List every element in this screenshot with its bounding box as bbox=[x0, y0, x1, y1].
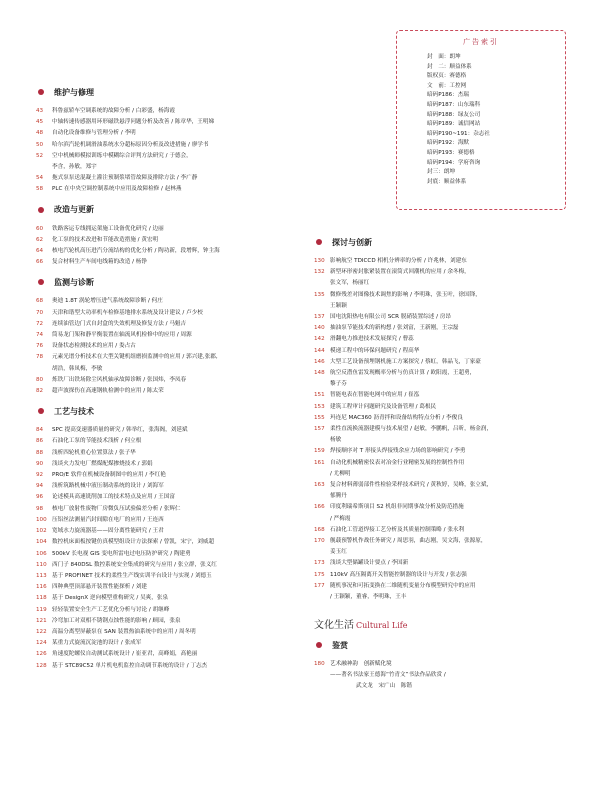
toc-entry[interactable] bbox=[36, 184, 308, 195]
left-column bbox=[36, 78, 308, 678]
toc-entry[interactable] bbox=[314, 570, 584, 581]
entry-text: 复合材料薄弱部件性检验采样技术研究 / 黄秋婷，吴峰，张立斌， bbox=[330, 482, 493, 489]
page-number: 80 bbox=[36, 376, 44, 383]
entry-text: 基于 STC89C52 单片机电机监控自动调节系统的设计 / 丁志杰 bbox=[52, 662, 208, 669]
entry-text: 基于 DesignX 逆向模型重构研究 / 吴爽，张泉 bbox=[52, 595, 169, 602]
entry-continuation: 黎子芬 bbox=[330, 381, 347, 388]
entry-text: 冷弯加工对双相不锈钢点蚀性能的影响 / 顾园，张泉 bbox=[52, 617, 181, 624]
toc-entry[interactable] bbox=[314, 581, 584, 592]
entry-text: 浅谈火力发电厂燃煤配煤掺烧技术 / 郭娟 bbox=[52, 460, 153, 467]
page-number: 122 bbox=[36, 628, 47, 635]
toc-entry[interactable] bbox=[36, 235, 308, 246]
entry-continuation: 胡浩，韩凤梅，李敏 bbox=[52, 365, 103, 372]
toc-entry[interactable] bbox=[314, 256, 584, 267]
toc-entry[interactable] bbox=[36, 106, 308, 117]
page-number: 78 bbox=[36, 354, 44, 361]
page-number: 153 bbox=[314, 403, 325, 410]
ad-index-row: 暗码P189：诚信网站 bbox=[427, 121, 481, 128]
toc-entry[interactable] bbox=[36, 352, 308, 363]
page-number: 96 bbox=[36, 494, 44, 501]
ad-index-row: 封底：顺益体系 bbox=[427, 178, 467, 185]
page-number: 86 bbox=[36, 438, 44, 445]
ad-index-row: 暗码P190~191：杂志社 bbox=[427, 130, 490, 137]
toc-entry[interactable] bbox=[314, 413, 584, 424]
page-number: 159 bbox=[314, 448, 325, 455]
section-title: 改造与更新 bbox=[54, 205, 94, 215]
entry-text: PRO/E 软件在机械设备制图中的应用 / 李红艳 bbox=[52, 472, 166, 479]
page-number: 180 bbox=[314, 661, 325, 667]
page-number: 106 bbox=[36, 550, 47, 557]
entry-text: 科鲁兹轿车空调系统的故障分析 / 白彩盛，杨海霞 bbox=[52, 108, 175, 114]
toc-section bbox=[36, 403, 308, 671]
page-number: 161 bbox=[314, 459, 325, 466]
ad-index-title: 广告索引 bbox=[463, 38, 499, 46]
toc-entry[interactable] bbox=[36, 560, 308, 571]
toc-entry[interactable] bbox=[314, 323, 584, 334]
entry-text: 石油化工泵的节能技术浅析 / 何立根 bbox=[52, 438, 142, 445]
entry-continuation: 李含，孙敏，郑宇 bbox=[52, 164, 97, 171]
entry-text: 高温分离型屏蔽泵在 SAN 装置热油系统中的应用 / 周冬明 bbox=[52, 628, 196, 635]
entry-text: 110kV 高压隔离开关智能控制器的设计与开发 / 张志强 bbox=[330, 571, 467, 578]
page-number: 88 bbox=[36, 449, 44, 456]
toc-section bbox=[314, 234, 584, 603]
toc-entry[interactable] bbox=[314, 390, 584, 401]
entry-text: 国电沈阳热电有限公司 SCR 脱硝装置综述 / 房昂 bbox=[330, 314, 452, 321]
toc-section bbox=[36, 84, 308, 196]
page-number: 102 bbox=[36, 528, 47, 535]
toc-entry[interactable] bbox=[314, 558, 584, 569]
page-number: 126 bbox=[36, 651, 47, 658]
ad-index-box bbox=[396, 30, 566, 210]
entry-text: 滑翻电力推进技术发展探究 / 曹蕊 bbox=[330, 336, 414, 343]
toc-entry[interactable] bbox=[36, 436, 308, 447]
toc-entry[interactable] bbox=[36, 549, 308, 560]
entry-text: 复合材料生产车间电线箱的改造 / 杨铮 bbox=[52, 259, 147, 266]
entry-continuation: 姜玉红 bbox=[330, 549, 347, 556]
page-number: 151 bbox=[314, 392, 325, 399]
toc-entry[interactable] bbox=[36, 481, 308, 492]
bullet-icon bbox=[316, 642, 322, 648]
entry-text: 智能电表在智能电网中的应用 / 崔泓 bbox=[330, 392, 420, 399]
page-number: 173 bbox=[314, 560, 325, 567]
toc-entry[interactable] bbox=[36, 308, 308, 319]
toc-entry[interactable] bbox=[36, 425, 308, 436]
bullet-icon bbox=[38, 279, 44, 285]
page-number: 50 bbox=[36, 141, 44, 148]
toc-entry[interactable] bbox=[314, 402, 584, 413]
toc-entry[interactable] bbox=[36, 470, 308, 481]
entry-text: 浅析四轮机重心位置算法 / 张子华 bbox=[52, 449, 136, 456]
entry-text: 超声波探伤在高速钢轨检测中的应用 / 陈太荣 bbox=[52, 388, 164, 395]
page-number: 52 bbox=[36, 152, 44, 159]
toc-entry[interactable] bbox=[314, 502, 584, 513]
entry-continuation: / 王颖颖，董睿，李明珠，王丰 bbox=[330, 594, 407, 601]
entry-text: 轻轻装置安全生产工艺优化分析与讨论 / 胡继峰 bbox=[52, 606, 170, 613]
entry-continuation: / 严梅霞 bbox=[330, 515, 351, 522]
entry-text: 四种典型顶部悬开装置性能探析 / 刘建 bbox=[52, 584, 147, 591]
toc-entry[interactable] bbox=[36, 593, 308, 604]
toc-entry[interactable] bbox=[314, 267, 584, 278]
page-number: 43 bbox=[36, 108, 44, 114]
page-number: 72 bbox=[36, 320, 44, 327]
page-number: 76 bbox=[36, 343, 44, 350]
toc-entry[interactable] bbox=[36, 649, 308, 660]
page-number: 148 bbox=[314, 370, 325, 377]
entry-text: 石油化工管道焊接工艺分析及其质量控制策略 / 张永利 bbox=[330, 526, 465, 533]
page-number: 92 bbox=[36, 472, 44, 479]
toc-entry[interactable] bbox=[36, 319, 308, 330]
page-number: 58 bbox=[36, 186, 44, 193]
bullet-icon bbox=[38, 408, 44, 414]
ad-index-row: 封三：朗坤 bbox=[427, 169, 455, 176]
entry-text: 中轴转速传感器用环形磁铁悬浮问题分析及改善 / 陈章华，王明娣 bbox=[52, 119, 215, 126]
entry-text: 宽域水力旋流器基——固分离性能研究 / 王君 bbox=[52, 528, 164, 535]
section-title: 监测与诊断 bbox=[54, 277, 94, 287]
ad-index-row: 暗码P194：学府咨询 bbox=[427, 159, 481, 166]
entry-text: 天津和谐型大功率机车检修基地排水系统及设计建议 / 卢少校 bbox=[52, 309, 203, 316]
toc-entry[interactable] bbox=[36, 224, 308, 235]
page-number: 177 bbox=[314, 582, 325, 589]
page-number: 70 bbox=[36, 309, 44, 316]
entry-text: 随机事况和可拓变换在二维随机变量分布模型研究中的应用 bbox=[330, 582, 476, 589]
entry-continuation: 郁腾丹 bbox=[330, 493, 347, 500]
toc-entry[interactable] bbox=[36, 504, 308, 515]
entry-text: 压铝丝法测量汽封间隙在电厂的应用 / 王连西 bbox=[52, 516, 164, 523]
toc-entry[interactable] bbox=[36, 151, 308, 162]
section-title: 探讨与创新 bbox=[332, 237, 372, 247]
section-title: 维护与修理 bbox=[54, 87, 94, 97]
entry-text: 论述模具高速铣削加工的技术特点及应用 / 王国富 bbox=[52, 494, 175, 501]
entry-text: 拖式泵泵送混凝土灌注预制浆堵管故障及排除方法 / 李广静 bbox=[52, 175, 198, 182]
toc-entry[interactable] bbox=[36, 128, 308, 139]
toc-entry[interactable] bbox=[36, 330, 308, 341]
entry-text: 炼铁厂出铁场除尘风机轴承故障诊断 / 张国炜，李凤春 bbox=[52, 376, 187, 383]
ad-index-row: 暗码P193：赛德格 bbox=[427, 149, 475, 156]
page-number: 54 bbox=[36, 175, 44, 182]
toc-entry[interactable] bbox=[36, 448, 308, 459]
page-number: 137 bbox=[314, 314, 325, 321]
toc-entry[interactable] bbox=[314, 424, 584, 435]
page-number: 119 bbox=[36, 606, 47, 613]
toc-entry[interactable] bbox=[314, 290, 584, 301]
entry-text: 哈尔滨汽轮机调滑油系统水分超标原因分析及改进措施 / 廖学书 bbox=[52, 141, 209, 148]
bullet-icon bbox=[38, 207, 44, 213]
entry-continuation: ——著名书法家王德海“竹青文”书法作品欣赏 / bbox=[330, 672, 446, 679]
ad-index-row: 暗码P187：山东瑞科 bbox=[427, 101, 481, 108]
entry-text: 角速度陀螺仪自动测试系统设计 / 崔亚君，高峰娟，高艳丽 bbox=[52, 651, 198, 658]
ad-index-row: 封 面：朗坤 bbox=[427, 54, 461, 60]
ad-index-list bbox=[427, 53, 490, 187]
section-header bbox=[36, 202, 308, 218]
entry-text: 印度利瑞希斯项目 S2 机组非同期事故分析及防范措施 bbox=[330, 504, 464, 511]
bullet-icon bbox=[316, 239, 322, 245]
toc-entry[interactable] bbox=[36, 117, 308, 128]
toc-entry[interactable] bbox=[314, 525, 584, 536]
page-number: 68 bbox=[36, 298, 44, 305]
cultural-life-title-en: Cultural Life bbox=[356, 621, 408, 630]
section-header bbox=[314, 234, 584, 250]
toc-entry[interactable] bbox=[36, 571, 308, 582]
entry-text: 微修残差对图像技术调焦的影响 / 李明珠，张玉叶，徐国锋， bbox=[330, 291, 481, 298]
section-header bbox=[314, 637, 584, 653]
entry-text: 连续油管边门式自封盒的失效机理及修复方法 / 马魁吉 bbox=[52, 320, 187, 327]
entry-text: 玛连尼 MAC360 沥青拌和设备结构特点分析 / 李俊良 bbox=[330, 414, 463, 421]
cultural-life-title bbox=[314, 616, 584, 631]
entry-text: 筒易龙门架和静平衡装置在轴流风机检修中的应用 / 周源 bbox=[52, 332, 192, 339]
page-number: 142 bbox=[314, 336, 325, 343]
entry-text: 自动化设备维修与管理分析 / 李明 bbox=[52, 130, 136, 137]
page-number: 104 bbox=[36, 539, 47, 546]
entry-text: 大型工艺设备预埋钢机施工方案探究 / 蔡虹，韩晶飞，丁家豪 bbox=[330, 358, 481, 365]
page-number: 113 bbox=[36, 572, 47, 579]
page-number: 130 bbox=[314, 258, 325, 264]
toc-entry[interactable] bbox=[36, 140, 308, 151]
entry-text: 奥迪 1.8T 涡轮增压进气系统故障诊断 / 何庄 bbox=[52, 298, 163, 305]
toc-entry[interactable] bbox=[36, 375, 308, 386]
toc-entry[interactable] bbox=[314, 334, 584, 345]
toc-section bbox=[36, 274, 308, 397]
toc-entry[interactable] bbox=[36, 582, 308, 593]
toc-entry[interactable] bbox=[314, 659, 584, 670]
page-number: 144 bbox=[314, 347, 325, 354]
toc-entry[interactable] bbox=[36, 605, 308, 616]
toc-entry[interactable] bbox=[314, 368, 584, 379]
toc-entry[interactable] bbox=[36, 526, 308, 537]
page-number: 175 bbox=[314, 571, 325, 578]
toc-entry[interactable] bbox=[314, 480, 584, 491]
entry-text: 浅析筑路机械中液压制动系统的设计 / 刘海军 bbox=[52, 483, 164, 490]
toc-entry[interactable] bbox=[36, 537, 308, 548]
page-number: 168 bbox=[314, 526, 325, 533]
toc-entry[interactable] bbox=[36, 616, 308, 627]
cultural-life-title-cn: 文化生活 bbox=[314, 620, 354, 631]
entry-text: 抽油泵节能技术的新构想 / 张刘富，王新刚，王宗磊 bbox=[330, 325, 459, 332]
entry-text: 模递工程中的环保问题研究 / 程高华 bbox=[330, 347, 420, 354]
bullet-icon bbox=[38, 89, 44, 95]
entry-text: 基于 PROFINET 技术的柔性生产线实训平台设计与实现 / 刘德玉 bbox=[52, 572, 212, 579]
toc-entry[interactable] bbox=[36, 257, 308, 268]
entry-text: 影响航空 TDICCD 相机分辨率的分析 / 许兆林，刘建东 bbox=[330, 258, 467, 264]
entry-continuation: / 尤柳明 bbox=[330, 470, 351, 477]
toc-entry[interactable] bbox=[36, 638, 308, 649]
toc-entry[interactable] bbox=[314, 346, 584, 357]
page-number: 132 bbox=[314, 269, 325, 276]
toc-entry[interactable] bbox=[36, 661, 308, 672]
page-number: 60 bbox=[36, 225, 44, 232]
entry-text: 元素光谱分析技术在大型关键机组磨损监测中的应用 / 郭兴建,张郡, bbox=[52, 354, 218, 361]
entry-text: 建筑工程审计问题研究及设备管理 / 葛根民 bbox=[330, 403, 437, 410]
entry-text: 焊接顺序对 T 形接头焊接残余应力场的影响研究 / 李勇 bbox=[330, 448, 466, 455]
page-number: 124 bbox=[36, 640, 47, 647]
ad-index-row: 文 前：工控网 bbox=[427, 82, 467, 89]
entry-text: 西门子 840DSL 数控系统安全集成的研究与应用 / 张立群，张义红 bbox=[52, 561, 217, 568]
entry-continuation: 王颖颖 bbox=[330, 302, 347, 309]
page-number: 128 bbox=[36, 662, 47, 669]
toc-entry[interactable] bbox=[314, 458, 584, 469]
section-header bbox=[36, 403, 308, 419]
toc-entry[interactable] bbox=[36, 246, 308, 257]
page-number: 90 bbox=[36, 460, 44, 467]
entry-text: 航空反潜鱼雷发现概率分析与仿真计算 / 欧阳霞，王超勇， bbox=[330, 370, 476, 377]
page-number: 146 bbox=[314, 358, 325, 365]
section-title: 工艺与技术 bbox=[54, 406, 94, 416]
page-number: 135 bbox=[314, 291, 325, 298]
page-number: 166 bbox=[314, 504, 325, 511]
page-number: 64 bbox=[36, 248, 44, 255]
toc-entry[interactable] bbox=[314, 312, 584, 323]
page-number: 100 bbox=[36, 516, 47, 523]
ad-index-row: 版权页：赛德格 bbox=[427, 73, 467, 80]
page-number: 98 bbox=[36, 505, 44, 512]
section-header bbox=[36, 84, 308, 100]
page-number: 74 bbox=[36, 332, 44, 339]
toc-entry[interactable] bbox=[36, 386, 308, 397]
page-number: 82 bbox=[36, 388, 44, 395]
entry-text: 自动化机械精密仪表对冶金行业精密发展的控制性作用 bbox=[330, 459, 465, 466]
toc-entry[interactable] bbox=[36, 341, 308, 352]
section-title: 鉴赏 bbox=[332, 640, 348, 650]
cultural-life-section bbox=[314, 616, 584, 693]
entry-text: 空中机械师模拟训练中模糊综合评判方法研究 / 于德会， bbox=[52, 152, 192, 159]
toc-entry[interactable] bbox=[36, 173, 308, 184]
entry-text: 新型环形密封胀紧装置在滚筒式回潮机的应用 / 余冬梅， bbox=[330, 269, 470, 276]
ad-index-row: 暗码P188：绿友公司 bbox=[427, 111, 481, 118]
page-number: 110 bbox=[36, 561, 47, 568]
section-header bbox=[36, 274, 308, 290]
page-number: 94 bbox=[36, 483, 44, 490]
page-number: 121 bbox=[36, 617, 47, 624]
entry-continuation: 张文军，杨丽红 bbox=[330, 280, 370, 287]
entry-text: SPC 提高变速器质量的研究 / 韩举红，张海阁，刘延斌 bbox=[52, 427, 188, 434]
entry-text: 柔性直流换流器建模与技术展望 / 赵敏，李鹏帆，吕昕，杨金润， bbox=[330, 426, 493, 433]
entry-text: 核电厂放射性废物厂房微负压试验偏差分析 / 张辉仁 bbox=[52, 505, 181, 512]
entry-text: 化工泵的技术改进和节能改造措施 / 黄宏明 bbox=[52, 236, 159, 243]
entry-text: 铁路客运专线拥运架施工设备优化研究 / 边丽 bbox=[52, 225, 164, 232]
toc-entry[interactable] bbox=[36, 459, 308, 470]
entry-continuation: 杨敏 bbox=[330, 437, 342, 444]
entry-continuation: 武文龙 宋广山 陈锴 bbox=[356, 683, 412, 690]
toc-entry[interactable] bbox=[36, 492, 308, 503]
page-number: 140 bbox=[314, 325, 325, 332]
entry-text: 艺术融神韵 创新赋化境 bbox=[330, 661, 392, 667]
page-number: 157 bbox=[314, 426, 325, 433]
page-number: 155 bbox=[314, 414, 325, 421]
entry-text: 500kV 长电视 GIS 变电所雷电过电压防护研究 / 陶建勇 bbox=[52, 550, 191, 557]
toc-entry[interactable] bbox=[36, 296, 308, 307]
ad-index-row: 暗码P192：海默 bbox=[427, 140, 470, 147]
toc-section bbox=[36, 202, 308, 269]
page-number: 163 bbox=[314, 482, 325, 489]
page-number: 116 bbox=[36, 584, 47, 591]
toc-entry[interactable] bbox=[36, 627, 308, 638]
page-number: 84 bbox=[36, 427, 44, 434]
page-number: 66 bbox=[36, 259, 44, 266]
toc-entry[interactable] bbox=[314, 536, 584, 547]
entry-text: 某重力式旋流沉淀池的设计 / 张成军 bbox=[52, 640, 142, 647]
toc-entry[interactable] bbox=[36, 515, 308, 526]
right-column bbox=[314, 228, 584, 609]
entry-text: 设备状态检测技术的应用 / 娄占古 bbox=[52, 343, 136, 350]
entry-text: 数控机床面板按键仿真模型组设计方法探索 / 曾凯，宋宁，刘威超 bbox=[52, 539, 215, 546]
page-number: 48 bbox=[36, 130, 44, 137]
entry-text: 浅谈大型储罐设计要点 / 李国新 bbox=[330, 560, 409, 567]
entry-text: PLC 在中央空调控制系统中应用及故障检修 / 赵林燕 bbox=[52, 186, 182, 193]
entry-text: 舰载预警机作战任务研究 / 周思羽，曲志刚，吴文海，张源原， bbox=[330, 538, 487, 545]
ad-index-row: 封 二：顺益体系 bbox=[427, 63, 472, 70]
page-number: 170 bbox=[314, 538, 325, 545]
page-number: 62 bbox=[36, 236, 44, 243]
page-number: 118 bbox=[36, 595, 47, 602]
toc-entry[interactable] bbox=[314, 357, 584, 368]
toc-entry[interactable] bbox=[314, 446, 584, 457]
entry-text: 核电汽轮机高压进汽分流结构的优化分析 / 陶功新，段增辉，钟主海 bbox=[52, 248, 220, 255]
ad-index-row: 暗码P186：杰瑞 bbox=[427, 92, 470, 99]
page-number: 45 bbox=[36, 119, 44, 126]
